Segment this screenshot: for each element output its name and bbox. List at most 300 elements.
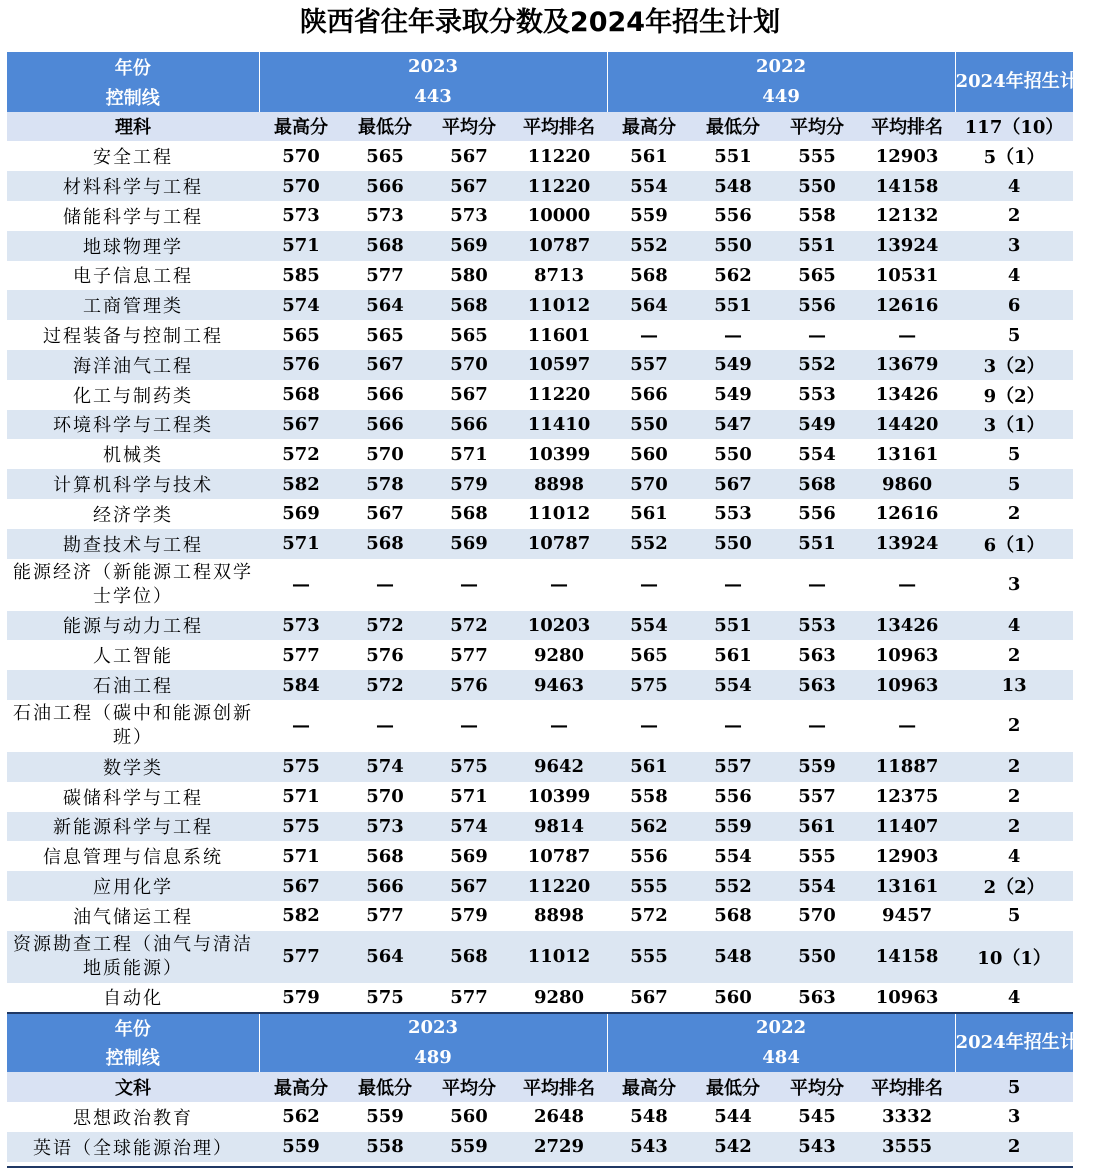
score-cell: — [640,715,659,737]
major-name: 海洋油气工程 [7,350,259,380]
major-name: 能源与动力工程 [7,611,259,641]
score-cell: 572 [282,443,320,465]
score-cell: 554 [775,871,859,901]
score-cell: 559 [259,1132,343,1162]
score-cell: 8898 [511,469,607,499]
score-cell: 556 [714,205,752,227]
score-cell: 569 [427,231,511,261]
score-cell: 550 [714,443,752,465]
score-cell: — [898,574,917,596]
score-cell: 550 [775,171,859,201]
score-cell: 572 [427,611,511,641]
plan-cell: 5 [1007,905,1021,927]
score-cell: 572 [343,611,427,641]
score-cell: 2648 [533,1106,585,1128]
column-header-min-2023: 最低分 [343,112,427,142]
column-header-rank-2023: 平均排名 [511,112,607,142]
score-cell: 562 [714,264,752,286]
score-cell: 560 [714,986,752,1008]
score-cell: 10963 [875,644,939,666]
score-cell: 3555 [859,1132,955,1162]
score-cell: 566 [427,410,511,440]
score-cell: 13924 [859,529,955,559]
score-cell: 570 [282,145,320,167]
control-line-2023: 443 [259,82,607,112]
score-cell: 566 [343,871,427,901]
score-cell: 582 [259,469,343,499]
plan-cell: 2 [1007,503,1021,525]
score-cell: 13426 [875,384,939,406]
score-cell: 553 [714,503,752,525]
column-header-avg-2022: 平均分 [775,1072,859,1102]
table-row [7,201,1073,231]
column-header-max-2022: 最高分 [607,112,691,142]
score-cell: — [550,715,569,737]
score-cell: 11220 [527,384,591,406]
major-name: 英语（全球能源治理） [7,1132,259,1162]
column-header-rank-2022: 平均排名 [859,1072,955,1102]
score-cell: 9457 [882,905,933,927]
score-cell: 570 [798,905,836,927]
score-cell: 12375 [875,786,939,808]
score-cell: 11407 [859,812,955,842]
control-line-label: 控制线 [7,1042,259,1072]
score-cell: 14158 [859,171,955,201]
score-cell: 570 [427,350,511,380]
page-title: 陕西省往年录取分数及2024年招生计划 [299,7,781,38]
score-cell: 575 [427,752,511,782]
score-cell: 567 [259,410,343,440]
score-cell: 561 [630,503,668,525]
table-row [7,469,1073,499]
score-cell: 584 [259,670,343,700]
column-header-min-2022: 最低分 [691,112,775,142]
category-label: 理科 [7,112,259,142]
major-name: 人工智能 [93,646,173,668]
table-row [7,380,1073,410]
score-cell: 9280 [533,644,585,666]
plan-cell: 4 [1007,986,1021,1008]
score-cell: 9814 [511,812,607,842]
score-cell: 565 [282,324,320,346]
score-cell: 560 [630,443,668,465]
score-cell: 552 [691,871,775,901]
score-cell: 561 [775,812,859,842]
score-cell: 577 [259,931,343,983]
major-name: 工商管理类 [7,290,259,320]
year-label: 年份 [7,52,259,82]
score-cell: 11410 [511,410,607,440]
score-cell: 575 [259,812,343,842]
score-cell: 563 [798,644,836,666]
score-cell: 579 [450,905,488,927]
score-cell: 571 [282,786,320,808]
score-cell: 3332 [882,1106,933,1128]
score-cell: 9280 [533,986,585,1008]
table-row [7,871,1073,901]
score-cell: 9463 [511,670,607,700]
table-row [7,350,1073,380]
score-cell: — [376,715,394,737]
score-cell: 11012 [527,503,591,525]
score-cell: 579 [282,986,320,1008]
score-cell: 567 [450,145,488,167]
table-row [7,559,1073,611]
table-row [7,171,1073,201]
score-cell: 549 [691,350,775,380]
score-cell: 557 [798,786,836,808]
score-cell: 577 [366,264,404,286]
plan-2024-header: 2024年招生计划 [955,1013,1073,1073]
score-cell: 557 [691,752,775,782]
score-cell: 10787 [511,529,607,559]
score-cell: 567 [450,384,488,406]
column-header-avg-2023: 平均分 [427,112,511,142]
score-cell: 554 [607,171,691,201]
table-row [7,499,1073,529]
score-cell: 14158 [859,931,955,983]
table-row [7,670,1073,700]
score-cell: 10399 [527,443,591,465]
score-cell: 572 [630,905,668,927]
score-cell: 11887 [859,752,955,782]
score-cell: 574 [343,752,427,782]
year-2023-header: 2023 [259,52,607,82]
control-line-label: 控制线 [7,82,259,112]
score-cell: 554 [714,845,752,867]
score-cell: 2729 [511,1132,607,1162]
score-cell: 577 [450,644,488,666]
score-cell: 551 [691,290,775,320]
table-row [7,141,1073,171]
score-cell: 575 [366,986,404,1008]
score-cell: 567 [259,871,343,901]
plan-cell: 5（1） [983,147,1045,169]
table-row [7,611,1073,641]
science-header-control-row [7,82,1073,112]
major-name: 化工与制药类 [73,385,193,407]
score-cell: 543 [607,1132,691,1162]
score-cell: 550 [691,529,775,559]
column-header-min-2022: 最低分 [691,1072,775,1102]
plan-2024-header: 2024年招生计划 [955,52,1073,112]
score-cell: 559 [366,1106,404,1128]
major-name: 地球物理学 [7,231,259,261]
score-cell: 11220 [527,145,591,167]
plan-cell: 2 [955,1132,1073,1162]
table-row [7,529,1073,559]
score-cell: 556 [775,290,859,320]
score-cell: 568 [450,503,488,525]
score-cell: 14420 [859,410,955,440]
score-cell: 561 [714,644,752,666]
table-row [7,812,1073,842]
score-cell: 577 [450,986,488,1008]
score-cell: 571 [259,529,343,559]
plan-cell: 3 [1007,1106,1021,1128]
score-cell: 569 [427,529,511,559]
score-cell: 554 [798,443,836,465]
score-cell: 579 [427,469,511,499]
control-line-2022: 484 [607,1042,955,1072]
score-cell: 12903 [875,845,939,867]
major-name: 环境科学与工程类 [7,410,259,440]
score-cell: 576 [427,670,511,700]
major-name: 数学类 [7,752,259,782]
admission-score-table [7,52,1096,1162]
score-cell: 543 [775,1132,859,1162]
major-name: 安全工程 [93,147,173,169]
score-cell: 555 [607,871,691,901]
score-cell: — [808,715,827,737]
score-cell: 568 [427,290,511,320]
score-cell: 558 [798,205,836,227]
score-cell: 576 [366,644,404,666]
table-row [7,841,1073,871]
table-row [7,261,1073,291]
major-name: 能源经济（新能源工程双学士学位） [13,561,253,607]
arts-header-year-row [7,1013,1073,1043]
score-cell: 550 [691,231,775,261]
score-cell: 551 [714,145,752,167]
year-2022-header: 2022 [607,1013,955,1043]
major-name: 石油工程 [7,670,259,700]
score-cell: 568 [775,469,859,499]
score-cell: 545 [798,1106,836,1128]
score-cell: 561 [607,752,691,782]
score-cell: 556 [630,845,668,867]
score-cell: 552 [607,529,691,559]
score-cell: 555 [798,145,836,167]
score-cell: 575 [259,752,343,782]
score-cell: 12903 [875,145,939,167]
control-line-2022: 449 [607,82,955,112]
score-cell: 9642 [511,752,607,782]
table-row [7,1102,1073,1132]
major-name: 勘查技术与工程 [7,529,259,559]
score-cell: 576 [259,350,343,380]
column-header-rank-2023: 平均排名 [511,1072,607,1102]
score-cell: 567 [630,986,668,1008]
score-cell: 558 [343,1132,427,1162]
score-cell: 568 [343,529,427,559]
score-cell: 564 [343,931,427,983]
score-cell: — [460,715,478,737]
major-name: 过程装备与控制工程 [43,326,223,348]
score-cell: 550 [607,410,691,440]
arts-header-control-row [7,1042,1073,1072]
plan-cell: 3（2） [955,350,1073,380]
score-cell: — [550,574,569,596]
score-cell: 566 [343,410,427,440]
column-header-min-2023: 最低分 [343,1072,427,1102]
score-cell: 10963 [859,670,955,700]
year-2023-header: 2023 [259,1013,607,1043]
column-header-max-2023: 最高分 [259,112,343,142]
score-cell: 572 [343,670,427,700]
score-cell: 11220 [511,871,607,901]
score-cell: 548 [691,171,775,201]
year-2022-header: 2022 [607,52,955,82]
score-cell: 557 [607,350,691,380]
science-column-header-row [7,112,1073,142]
score-cell: — [724,715,743,737]
score-cell: 568 [282,384,320,406]
score-cell: 553 [798,384,836,406]
score-cell: 571 [259,231,343,261]
score-cell: 568 [343,231,427,261]
score-cell: 12132 [875,205,939,227]
score-cell: 562 [282,1106,320,1128]
score-cell: 559 [691,812,775,842]
score-cell: 13161 [875,443,939,465]
score-cell: 552 [607,231,691,261]
plan-cell: 2（2） [955,871,1073,901]
score-cell: 13924 [859,231,955,261]
plan-cell: 4 [955,171,1073,201]
score-cell: 13679 [859,350,955,380]
plan-cell: 6 [955,290,1073,320]
score-cell: 563 [798,986,836,1008]
score-cell: 12616 [859,290,955,320]
score-cell: 569 [450,845,488,867]
plan-total: 117（10） [955,112,1073,142]
score-cell: 571 [450,786,488,808]
score-cell: 566 [366,384,404,406]
score-cell: 573 [366,205,404,227]
plan-cell: 3 [955,231,1073,261]
plan-cell: 3 [1007,574,1021,596]
major-name: 电子信息工程 [73,266,193,288]
score-cell: 551 [691,611,775,641]
score-cell: 548 [630,1106,668,1128]
column-header-avg-2023: 平均分 [427,1072,511,1102]
major-name: 油气储运工程 [73,906,193,928]
plan-cell: 5 [1007,324,1021,346]
score-cell: 12616 [875,503,939,525]
score-cell: — [376,574,394,596]
score-cell: — [292,574,310,596]
major-name: 思想政治教育 [73,1107,193,1129]
score-cell: 560 [450,1106,488,1128]
score-cell: 10000 [527,205,591,227]
plan-cell: 5 [1007,443,1021,465]
major-name: 石油工程（碳中和能源创新班） [13,702,253,748]
science-header-year-row [7,52,1073,82]
score-cell: 567 [343,350,427,380]
plan-cell: 4 [1007,845,1021,867]
score-cell: 574 [427,812,511,842]
score-cell: 10531 [875,264,939,286]
plan-cell: 2 [955,812,1073,842]
score-cell: 552 [775,350,859,380]
score-cell: 570 [607,469,691,499]
table-row [7,640,1073,670]
table-row [7,782,1073,812]
major-name: 资源勘查工程（油气与清洁地质能源） [7,931,259,983]
score-cell: 559 [427,1132,511,1162]
major-name: 碳储科学与工程 [63,787,203,809]
score-cell: 565 [366,145,404,167]
score-cell: 585 [282,264,320,286]
score-cell: 571 [282,845,320,867]
score-cell: 9860 [859,469,955,499]
score-cell: 553 [775,611,859,641]
score-cell: 559 [630,205,668,227]
score-cell: 568 [630,264,668,286]
score-cell: — [724,324,743,346]
score-cell: 565 [630,644,668,666]
table-row [7,752,1073,782]
major-name: 信息管理与信息系统 [43,847,223,869]
plan-cell: 3（1） [955,410,1073,440]
score-cell: 571 [450,443,488,465]
score-cell: 13161 [859,871,955,901]
table-row [7,320,1073,350]
plan-cell: 10（1） [955,931,1073,983]
score-cell: 574 [259,290,343,320]
table-row [7,290,1073,320]
column-header-avg-2022: 平均分 [775,112,859,142]
score-cell: 565 [366,324,404,346]
score-cell: 558 [630,786,668,808]
score-cell: 549 [775,410,859,440]
score-cell: 566 [630,384,668,406]
score-cell: 10963 [875,986,939,1008]
major-name: 材料科学与工程 [7,171,259,201]
plan-cell: 4 [1007,264,1021,286]
plan-cell: 5 [955,469,1073,499]
score-cell: 568 [427,931,511,983]
score-cell: 561 [630,145,668,167]
score-cell: 570 [259,171,343,201]
score-cell: 573 [343,812,427,842]
table-row [7,901,1073,931]
score-cell: 568 [366,845,404,867]
score-cell: 565 [450,324,488,346]
score-cell: 549 [714,384,752,406]
score-cell: 567 [427,871,511,901]
score-cell: 563 [775,670,859,700]
score-cell: 582 [282,905,320,927]
category-label: 文科 [7,1072,259,1102]
score-cell: 564 [607,290,691,320]
score-cell: 573 [450,205,488,227]
table-row [7,700,1073,752]
major-name: 机械类 [103,445,163,467]
table-row [7,931,1073,983]
score-cell: 580 [450,264,488,286]
score-cell: 11012 [511,931,607,983]
table-bottom-border [7,1166,1073,1168]
score-cell: 10597 [511,350,607,380]
table-row [7,231,1073,261]
major-name: 储能科学与工程 [63,206,203,228]
score-cell: 567 [691,469,775,499]
score-cell: 542 [691,1132,775,1162]
score-cell: 556 [798,503,836,525]
score-cell: 577 [366,905,404,927]
score-cell: 8713 [533,264,585,286]
score-cell: 573 [259,611,343,641]
plan-cell: 2 [1007,786,1021,808]
score-cell: 565 [798,264,836,286]
score-cell: — [640,574,659,596]
table-row [7,410,1073,440]
score-cell: 544 [714,1106,752,1128]
score-cell: 573 [282,205,320,227]
table-row [7,439,1073,469]
